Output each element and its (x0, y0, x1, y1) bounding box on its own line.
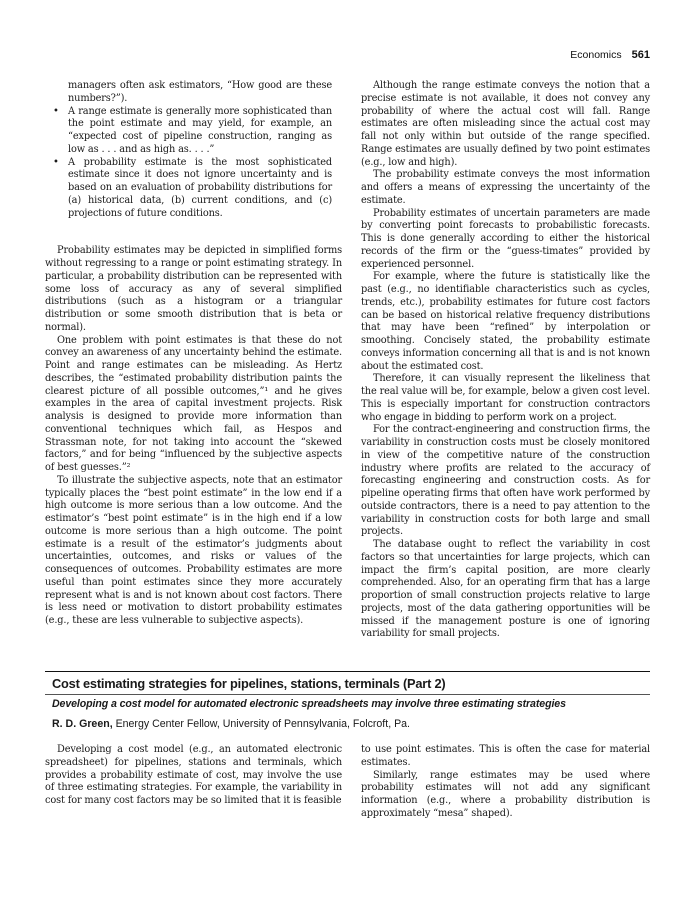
paragraph: The database ought to reflect the variability in cost factors so that uncertainties for large projects, which can impact the firm’s capital position, are more clearly comprehended. Also, for an operating firm that has a large proportion of small construction projects relative to large projects, most of the data gathering opportunities will be missed if the management posture is one of ignoring variability for small projects. (361, 539, 650, 640)
paragraph: Probability estimates of uncertain parameters are made by converting point forecasts to probabilistic forecasts. This is done generally according to either the historical records of the firm or the “guess-timates” provided by experienced personnel. (361, 207, 650, 270)
paragraph: Developing a cost model (e.g., an automated electronic spreadsheet) for pipelines, stations and terminals, which provides a probability estimate of cost, may involve the use of three estimating strategies. For example, the variability in cost for many cost factors may be so limited that it is feasible (45, 744, 342, 806)
paragraph: The probability estimate conveys the most information and offers a means of expressing the uncertainty of the estimate. (361, 169, 650, 206)
section-divider (45, 671, 650, 672)
paragraph: Similarly, range estimates may be used where probability estimates will not add any significant information (e.g., where a probability distribution is approximately “mesa” shaped). (361, 769, 650, 819)
paragraph: Probability estimates may be depicted in simplified forms without regressing to a range or point estimating strategy. In particular, a probability distribution can be represented with some loss of accuracy as any of several simplified distributions (such as a histogram or a triangular distribution or some smooth distribution that is beta or normal). (45, 245, 342, 333)
author-name: R. D. Green, (52, 718, 113, 730)
article-right-column (361, 744, 650, 821)
article-left-column (45, 744, 342, 808)
bullet-probability-estimate: • A probability estimate is the most sophisticated estimate since it does not ignore uncertainty and is based on an evaluation of probability distributions for (a) historical data, (b) current conditions, and (c) projections of future conditions. (45, 157, 342, 221)
paragraph: One problem with point estimates is that these do not convey an awareness of any uncertainty behind the estimate. Point and range estimates can be misleading. As Hertz describes, the “estimated probability distribution paints the clearest picture of all possible outcomes,”¹ and he gives examples in the area of capital investment projects. Risk analysis is designed to provide more information than conventional techniques which fail, as Hespos and Strassman note, for not taking into account the “skewed factors,” and for being “influenced by the subjective aspects of best guesses.”² (45, 334, 342, 473)
left-column (45, 80, 342, 628)
bullet-range-estimate: • A range estimate is generally more sophisticated than the point estimate and may yield, for example, an “expected cost of pipeline construction, ranging as low as . . . and as high as. . . .” (45, 106, 342, 157)
paragraph: For the contract-engineering and construction firms, the variability in construction costs must be closely monitored in view of the competitive nature of the construction industry where profits are related to the accuracy of forecasting engineering and construction costs. As for pipeline operating firms that often have work performed by outside contractors, there is a need to pay attention to the variability in construction costs for both large and small projects. (361, 424, 650, 538)
bullet-list (45, 80, 342, 220)
paragraph: Although the range estimate conveys the notion that a precise estimate is not available, it does not convey any probability of where the actual cost will fall. Range estimates are often misleading since the actual cost may fall not only within but outside of the range specified. Range estimates are usually defined by two point estimates (e.g., low and high). (361, 80, 650, 168)
byline (52, 718, 410, 730)
paragraph: Therefore, it can visually represent the likeliness that the real value will be, for example, below a given cost level. This is especially important for construction contractors who engage in bidding to perform work on a project. (361, 373, 650, 423)
author-affiliation: Energy Center Fellow, University of Pennsylvania, Folcroft, Pa. (112, 718, 410, 730)
paragraph: to use point estimates. This is often the case for material estimates. (361, 744, 650, 768)
running-header (570, 49, 650, 61)
title-divider (45, 694, 650, 695)
article-subtitle: Developing a cost model for automated electronic spreadsheets may involve three estimating strategies (52, 698, 566, 710)
page-number: 561 (631, 49, 650, 61)
paragraph: To illustrate the subjective aspects, note that an estimator typically places the “best point estimate” in the low end if a high outcome is more serious than a low outcome. And the estimator’s “best point estimate” is in the high end if a low outcome is more serious than a high outcome. The point estimate is a result of the estimator’s judgments about uncertainties, outcomes, and risks or values of the consequences of outcomes. Probability estimates are more useful than point estimates since they more accurately represent what is and is not known about cost factors. There is less need or motivation to distort probability estimates (e.g., these are less vulnerable to subjective aspects). (45, 474, 342, 626)
right-column (361, 80, 650, 641)
article-title: Cost estimating strategies for pipelines, stations, terminals (Part 2) (52, 676, 446, 691)
paragraph: For example, where the future is statistically like the past (e.g., no identifiable characteristics such as cycles, trends, etc.), probability estimates for future cost factors can be based on historical relative frequency distributions that may have been “refined” by interpolation or smoothing. Concisely stated, the probability estimate conveys information concerning all that is and is not known about the estimated cost. (361, 271, 650, 372)
section-name: Economics (570, 49, 622, 61)
bullet-continuation: managers often ask estimators, “How good are these numbers?”). (68, 80, 332, 104)
